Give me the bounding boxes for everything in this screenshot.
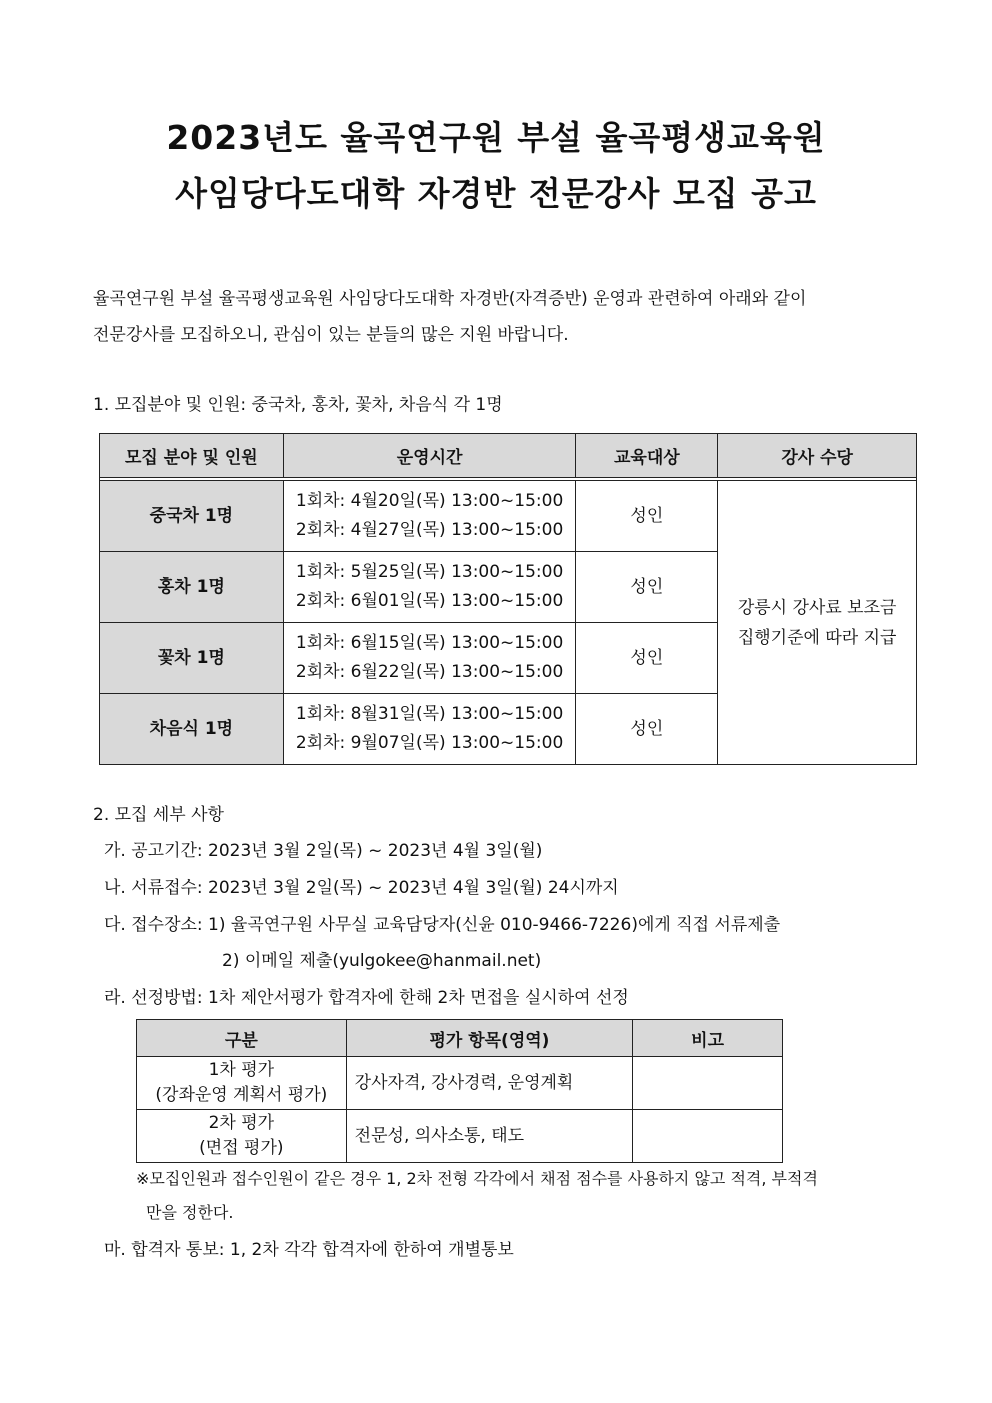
header-field: 모집 분야 및 인원: [100, 434, 284, 478]
row-target: 성인: [576, 694, 718, 765]
page-title-line2: 사임당다도대학 자경반 전문강사 모집 공고: [175, 174, 817, 213]
recruit-table: [99, 433, 917, 765]
row-target: 성인: [576, 481, 718, 552]
row-target: 성인: [576, 623, 718, 694]
row-note: [633, 1057, 783, 1110]
row-time: 1회차: 8월31일(목) 13:00~15:00 2회차: 9월07일(목) 13:00~15:00: [283, 694, 576, 765]
evaluation-table: [136, 1019, 783, 1163]
row-target: 성인: [576, 552, 718, 623]
item-receipt: 나. 서류접수: 2023년 3월 2일(목) ~ 2023년 4월 3일(월) 24시까지: [104, 878, 619, 898]
row-field: 홍차 1명: [100, 552, 284, 623]
item-place-email: 2) 이메일 제출(yulgokee@hanmail.net): [222, 951, 542, 971]
row-items: 강사자격, 강사경력, 운영계획: [346, 1057, 633, 1110]
page-title-line1: 2023년도 율곡연구원 부설 율곡평생교육원: [166, 118, 826, 157]
section1-heading: 1. 모집분야 및 인원: 중국차, 홍차, 꽃차, 차음식 각 1명: [93, 395, 503, 415]
header-items: 평가 항목(영역): [346, 1020, 633, 1057]
header-target: 교육대상: [576, 434, 718, 478]
row-field: 차음식 1명: [100, 694, 284, 765]
intro-line1: 율곡연구원 부설 율곡평생교육원 사임당다도대학 자경반(자격증반) 운영과 관련하여 아래와 같이: [93, 289, 807, 309]
item-period: 가. 공고기간: 2023년 3월 2일(목) ~ 2023년 4월 3일(월): [104, 841, 543, 861]
header-fee: 강사 수당: [718, 434, 917, 478]
row-stage: 1차 평가 (강좌운영 계획서 평가): [137, 1057, 347, 1110]
item-place: 다. 접수장소: 1) 율곡연구원 사무실 교육담당자(신윤 010-9466-7226)에게 직접 서류제출: [104, 915, 781, 935]
item-notice: 마. 합격자 통보: 1, 2차 각각 합격자에 한하여 개별통보: [104, 1240, 514, 1260]
header-time: 운영시간: [283, 434, 576, 478]
row-note: [633, 1110, 783, 1163]
row-time: 1회차: 5월25일(목) 13:00~15:00 2회차: 6월01일(목) 13:00~15:00: [283, 552, 576, 623]
header-stage: 구분: [137, 1020, 347, 1057]
item-selection: 라. 선정방법: 1차 제안서평가 합격자에 한해 2차 면접을 실시하여 선정: [104, 988, 629, 1008]
row-field: 중국차 1명: [100, 481, 284, 552]
header-note: 비고: [633, 1020, 783, 1057]
note-line2: 만을 정한다.: [146, 1203, 234, 1222]
table-row: [137, 1057, 783, 1110]
row-field: 꽃차 1명: [100, 623, 284, 694]
row-time: 1회차: 6월15일(목) 13:00~15:00 2회차: 6월22일(목) 13:00~15:00: [283, 623, 576, 694]
table-row: [100, 481, 917, 552]
row-stage: 2차 평가 (면접 평가): [137, 1110, 347, 1163]
fee-cell: 강릉시 강사료 보조금 집행기준에 따라 지급: [718, 481, 917, 765]
row-time: 1회차: 4월20일(목) 13:00~15:00 2회차: 4월27일(목) 13:00~15:00: [283, 481, 576, 552]
intro-line2: 전문강사를 모집하오니, 관심이 있는 분들의 많은 지원 바랍니다.: [93, 325, 569, 345]
note-line1: ※모집인원과 접수인원이 같은 경우 1, 2차 전형 각각에서 채점 점수를 사용하지 않고 적격, 부적격: [136, 1169, 818, 1188]
table-row: [137, 1110, 783, 1163]
section2-heading: 2. 모집 세부 사항: [93, 805, 224, 825]
row-items: 전문성, 의사소통, 태도: [346, 1110, 633, 1163]
